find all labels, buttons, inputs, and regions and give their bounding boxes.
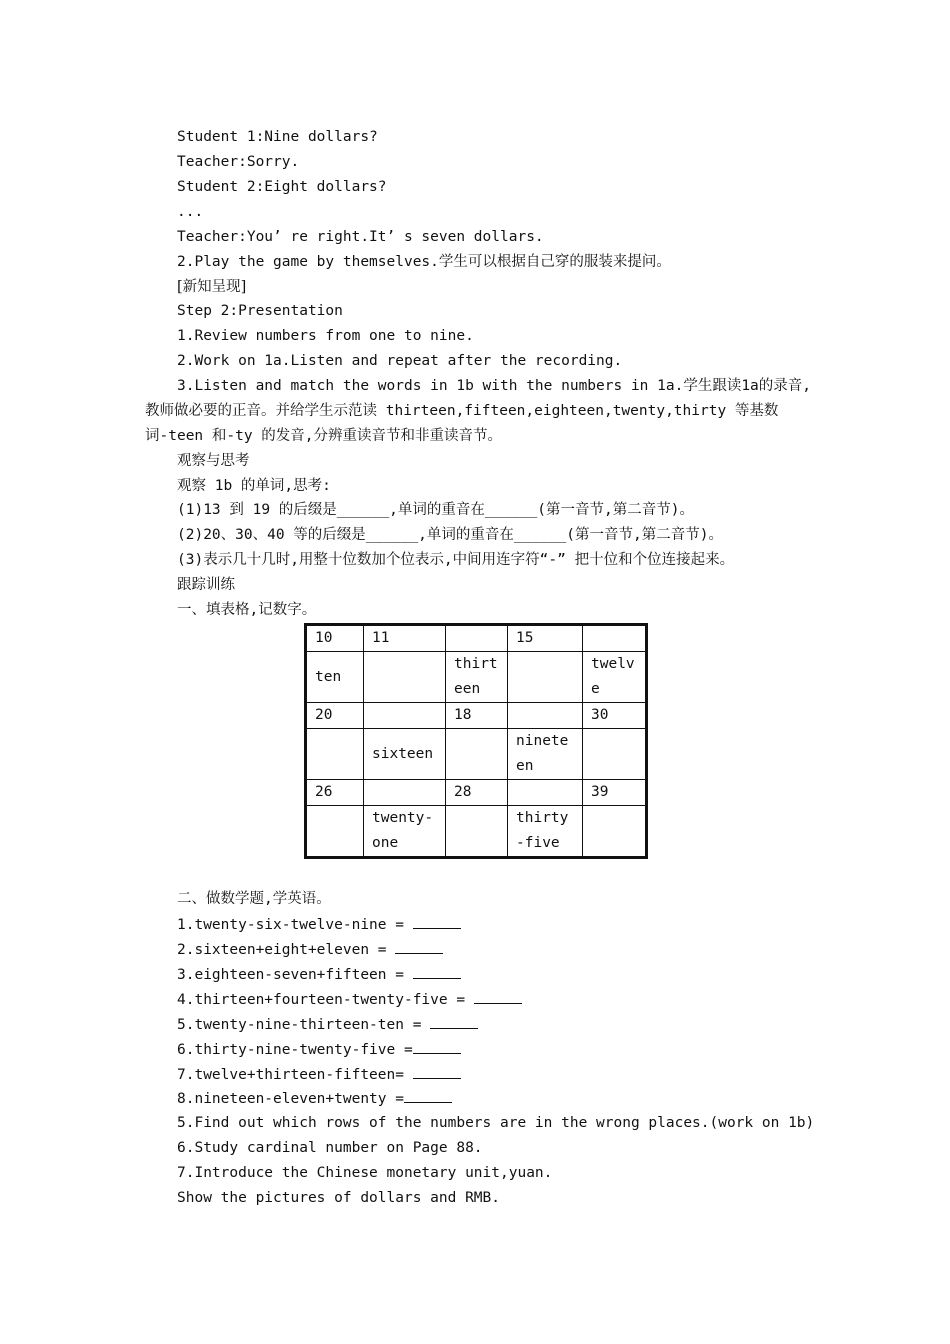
- table-cell: twelve: [583, 652, 647, 703]
- question-line: (3)表示几十几时,用整十位数加个位表示,中间用连字符“-” 把十位和个位连接起来。: [177, 552, 735, 568]
- instruction-continuation: 词-teen 和-ty 的发音,分辨重读音节和非重读音节。: [145, 428, 503, 444]
- dialogue-line: Student 2:Eight dollars?: [177, 179, 387, 195]
- table-cell: ten: [306, 652, 364, 703]
- table-cell: [364, 652, 446, 703]
- question-line: (1)13 到 19 的后缀是______,单词的重音在______(第一音节,第二音节)。: [177, 502, 694, 518]
- dialogue-line: Teacher:Sorry.: [177, 154, 300, 170]
- exercise-title: 二、做数学题,学英语。: [177, 891, 331, 907]
- math-problem: [177, 939, 443, 960]
- table-cell: [306, 729, 364, 780]
- practice-heading: 跟踪训练: [177, 577, 235, 593]
- math-problem: [177, 964, 461, 985]
- math-problem: [177, 1088, 452, 1109]
- instruction-line: 2.Work on 1a.Listen and repeat after the recording.: [177, 353, 623, 369]
- answer-blank: [413, 1039, 461, 1054]
- math-expression: 2.sixteen+eight+eleven =: [177, 942, 396, 958]
- math-expression: 6.thirty-nine-twenty-five =: [177, 1042, 413, 1058]
- table-cell: 15: [508, 625, 583, 652]
- dialogue-line: Student 1:Nine dollars?: [177, 129, 378, 145]
- math-problem: [177, 989, 522, 1010]
- table-row: [306, 703, 647, 729]
- answer-blank: [413, 964, 461, 979]
- math-expression: 3.eighteen-seven+fifteen =: [177, 967, 413, 983]
- table-row: [306, 729, 647, 780]
- table-cell: sixteen: [364, 729, 446, 780]
- table-cell: 11: [364, 625, 446, 652]
- question-line: (2)20、30、40 等的后缀是______,单词的重音在______(第一音节,第二音节)。: [177, 527, 723, 543]
- table-row: [306, 806, 647, 858]
- table-cell: 39: [583, 780, 647, 806]
- math-problem: [177, 1064, 461, 1085]
- math-problem: [177, 914, 461, 935]
- answer-blank: [474, 989, 522, 1004]
- table-cell: 10: [306, 625, 364, 652]
- table-cell: 28: [446, 780, 508, 806]
- table-row: [306, 625, 647, 652]
- table-cell: 18: [446, 703, 508, 729]
- table-cell: [508, 652, 583, 703]
- instruction-continuation: 教师做必要的正音。并给学生示范读 thirteen,fifteen,eighteen,twenty,thirty 等基数: [145, 403, 779, 419]
- math-problem: [177, 1014, 478, 1035]
- answer-blank: [413, 914, 461, 929]
- table-cell: [508, 780, 583, 806]
- instruction-line: 7.Introduce the Chinese monetary unit,yuan.: [177, 1165, 553, 1181]
- table-cell: [508, 703, 583, 729]
- observe-heading: 观察与思考: [177, 453, 250, 469]
- section-heading: [新知呈现]: [177, 279, 247, 295]
- table-cell: [583, 806, 647, 858]
- math-expression: 5.twenty-nine-thirteen-ten =: [177, 1017, 431, 1033]
- answer-blank: [413, 1064, 461, 1079]
- math-expression: 8.nineteen-eleven+twenty =: [177, 1091, 404, 1107]
- instruction-line: Show the pictures of dollars and RMB.: [177, 1190, 501, 1206]
- instruction-line: 1.Review numbers from one to nine.: [177, 328, 474, 344]
- instruction-line: 5.Find out which rows of the numbers are in the wrong places.(work on 1b): [177, 1115, 815, 1131]
- table-row: [306, 780, 647, 806]
- table-row: [306, 652, 647, 703]
- table-cell: 20: [306, 703, 364, 729]
- table-cell: 30: [583, 703, 647, 729]
- observe-prompt: 观察 1b 的单词,思考:: [177, 478, 331, 494]
- answer-blank: [430, 1014, 478, 1029]
- instruction-line: 6.Study cardinal number on Page 88.: [177, 1140, 483, 1156]
- table-cell: [364, 780, 446, 806]
- table-cell: 26: [306, 780, 364, 806]
- table-cell: thirteen: [446, 652, 508, 703]
- instruction-line: 3.Listen and match the words in 1b with the numbers in 1a.学生跟读1a的录音,: [177, 378, 812, 394]
- math-problem: [177, 1039, 461, 1060]
- dialogue-ellipsis: ...: [177, 204, 204, 220]
- instruction-line: 2.Play the game by themselves.学生可以根据自己穿的服装来提问。: [177, 254, 671, 270]
- step-heading: Step 2:Presentation: [177, 303, 343, 319]
- dialogue-line: Teacher:You’ re right.It’ s seven dollars.: [177, 229, 544, 245]
- exercise-title: 一、填表格,记数字。: [177, 602, 317, 618]
- answer-blank: [395, 939, 443, 954]
- table-cell: [306, 806, 364, 858]
- table-cell: [364, 703, 446, 729]
- math-expression: 4.thirteen+fourteen-twenty-five =: [177, 992, 474, 1008]
- table-cell: [446, 729, 508, 780]
- table-cell: [446, 625, 508, 652]
- table-cell: thirty-five: [508, 806, 583, 858]
- number-table: [304, 623, 648, 859]
- table-cell: nineteen: [508, 729, 583, 780]
- math-expression: 7.twelve+thirteen-fifteen=: [177, 1067, 413, 1083]
- answer-blank: [404, 1088, 452, 1103]
- table-cell: [446, 806, 508, 858]
- table-cell: [583, 625, 647, 652]
- math-expression: 1.twenty-six-twelve-nine =: [177, 917, 413, 933]
- table-cell: twenty-one: [364, 806, 446, 858]
- table-cell: [583, 729, 647, 780]
